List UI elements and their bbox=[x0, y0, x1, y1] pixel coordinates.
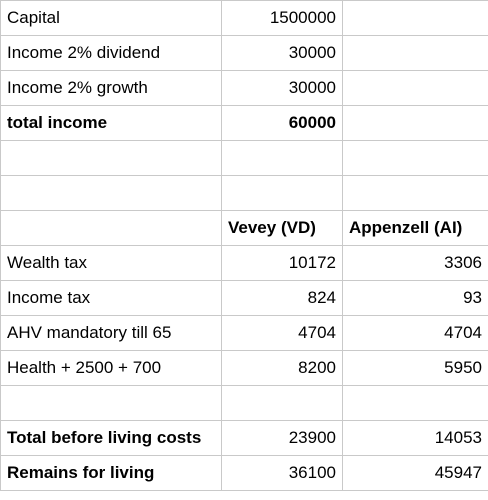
cell-value[interactable]: 5950 bbox=[343, 351, 488, 386]
cell-value[interactable]: 8200 bbox=[222, 351, 343, 386]
cell-label[interactable] bbox=[1, 211, 222, 246]
row-capital bbox=[1, 1, 488, 36]
cell-value[interactable]: 30000 bbox=[222, 36, 343, 71]
cell-value[interactable] bbox=[343, 176, 488, 211]
row-health bbox=[1, 351, 488, 386]
cell-label[interactable]: AHV mandatory till 65 bbox=[1, 316, 222, 351]
row-ahv bbox=[1, 316, 488, 351]
cell-value[interactable]: 4704 bbox=[222, 316, 343, 351]
cell-value[interactable] bbox=[222, 386, 343, 421]
cell-label[interactable]: Wealth tax bbox=[1, 246, 222, 281]
cell-value[interactable]: 14053 bbox=[343, 421, 488, 456]
cell-value[interactable]: 30000 bbox=[222, 71, 343, 106]
row-header-locations bbox=[1, 211, 488, 246]
cell-value[interactable] bbox=[343, 106, 488, 141]
cell-value[interactable]: 1500000 bbox=[222, 1, 343, 36]
row-total-before-living bbox=[1, 421, 488, 456]
cell-value[interactable]: 10172 bbox=[222, 246, 343, 281]
cell-label[interactable]: Income 2% dividend bbox=[1, 36, 222, 71]
cell-label[interactable] bbox=[1, 176, 222, 211]
cell-label[interactable] bbox=[1, 141, 222, 176]
row-total-income bbox=[1, 106, 488, 141]
cell-value[interactable]: 93 bbox=[343, 281, 488, 316]
cell-label[interactable]: Capital bbox=[1, 1, 222, 36]
cell-label[interactable]: Income 2% growth bbox=[1, 71, 222, 106]
cell-value[interactable] bbox=[343, 386, 488, 421]
column-header-appenzell[interactable]: Appenzell (AI) bbox=[343, 211, 488, 246]
cell-label[interactable]: Total before living costs bbox=[1, 421, 222, 456]
cell-value[interactable]: 36100 bbox=[222, 456, 343, 491]
row-wealth-tax bbox=[1, 246, 488, 281]
cell-value[interactable]: 4704 bbox=[343, 316, 488, 351]
cell-value[interactable]: 3306 bbox=[343, 246, 488, 281]
cell-label[interactable] bbox=[1, 386, 222, 421]
cell-value[interactable] bbox=[343, 141, 488, 176]
row-income-dividend bbox=[1, 36, 488, 71]
cell-value[interactable] bbox=[222, 141, 343, 176]
row-remains-for-living bbox=[1, 456, 488, 491]
cell-value[interactable]: 45947 bbox=[343, 456, 488, 491]
row-income-tax bbox=[1, 281, 488, 316]
cell-value[interactable] bbox=[343, 71, 488, 106]
cell-label[interactable]: total income bbox=[1, 106, 222, 141]
row-income-growth bbox=[1, 71, 488, 106]
cell-value[interactable] bbox=[343, 36, 488, 71]
cell-value[interactable] bbox=[343, 1, 488, 36]
cell-label[interactable]: Health + 2500 + 700 bbox=[1, 351, 222, 386]
column-header-vevey[interactable]: Vevey (VD) bbox=[222, 211, 343, 246]
cell-label[interactable]: Income tax bbox=[1, 281, 222, 316]
cell-value[interactable]: 23900 bbox=[222, 421, 343, 456]
row-empty bbox=[1, 176, 488, 211]
row-empty bbox=[1, 386, 488, 421]
row-empty bbox=[1, 141, 488, 176]
cell-value[interactable]: 824 bbox=[222, 281, 343, 316]
cell-value[interactable]: 60000 bbox=[222, 106, 343, 141]
cell-value[interactable] bbox=[222, 176, 343, 211]
cell-label[interactable]: Remains for living bbox=[1, 456, 222, 491]
